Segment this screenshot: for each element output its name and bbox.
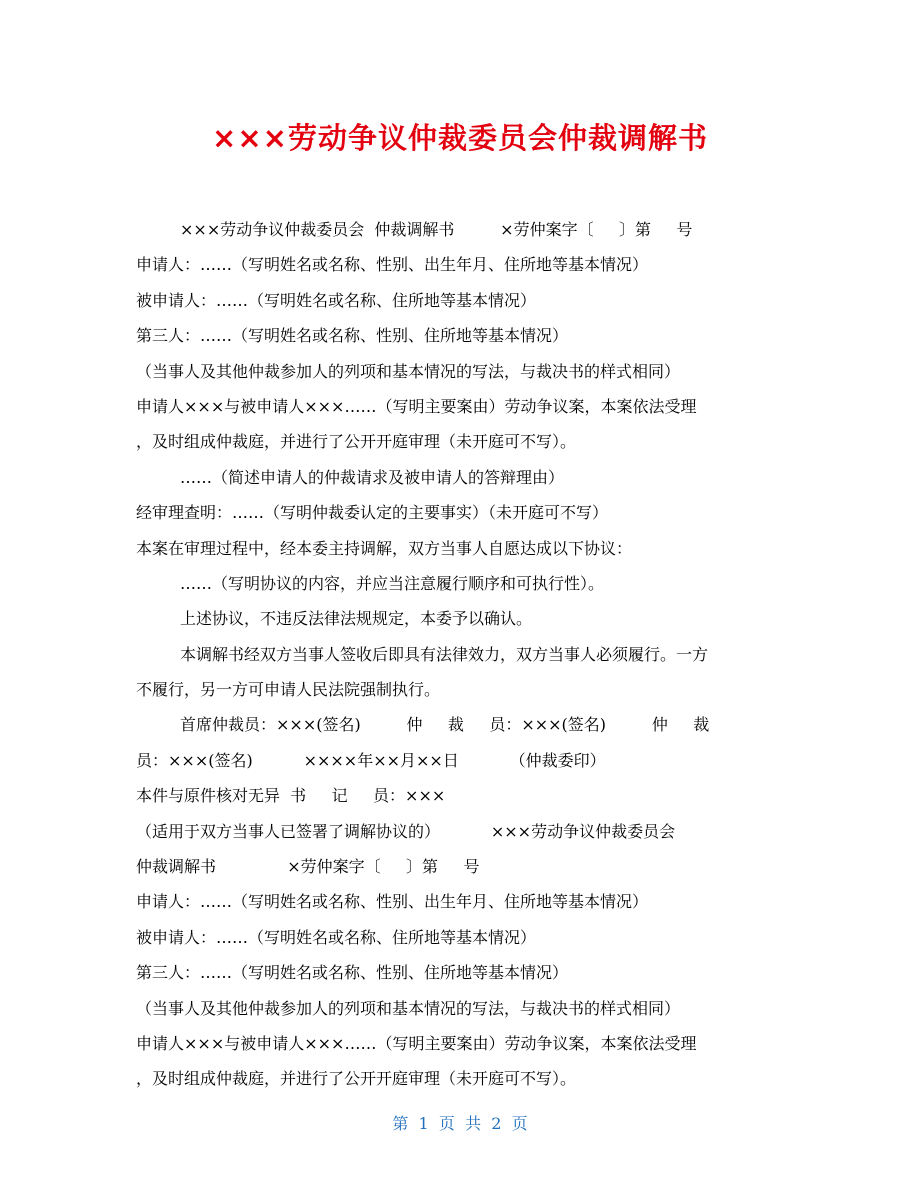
document-title: ×××劳动争议仲裁委员会仲裁调解书 [212,121,708,155]
respondent-line-2: 被申请人：……（写明姓名或名称、住所地等基本情况） [136,927,537,947]
mediation-line: 本案在审理过程中，经本委主持调解，双方当事人自愿达成以下协议： [136,538,633,558]
header-line: ×××劳动争议仲裁委员会 仲裁调解书 ×劳仲案字〔 〕第 号 [180,220,693,239]
applicant-line-2: 申请人：……（写明姓名或名称、性别、出生年月、住所地等基本情况） [136,892,649,912]
applicability-note-line: （适用于双方当事人已签署了调解协议的） ×××劳动争议仲裁委员会 [136,821,676,841]
case-intro-line: 申请人×××与被申请人×××……（写明主要案由）劳动争议案，本案依法受理 [136,396,697,416]
case-intro-continued-line: ，及时组成仲裁庭，并进行了公开开庭审理（未开庭可不写）。 [136,432,577,452]
legal-effect-line: 本调解书经双方当事人签收后即具有法律效力，双方当事人必须履行。一方 [180,644,709,664]
claims-summary-line: ……（简述申请人的仲裁请求及被申请人的答辩理由） [180,467,565,487]
agreement-content-line: ……（写明协议的内容，并应当注意履行顺序和可执行性）。 [180,573,605,593]
arbitrators-signature-continued-line: 员：×××(签名) ××××年××月××日 （仲裁委印） [136,750,606,770]
third-party-line: 第三人：……（写明姓名或名称、性别、住所地等基本情况） [136,326,569,346]
document-body [136,212,796,1097]
participants-note-line: （当事人及其他仲裁参加人的列项和基本情况的写法，与裁决书的样式相同） [136,361,681,381]
findings-line: 经审理查明：……（写明仲裁委认定的主要事实）（未开庭可不写） [136,503,609,523]
second-header-line: 仲裁调解书 ×劳仲案字〔 〕第 号 [136,857,480,877]
third-party-line-2: 第三人：……（写明姓名或名称、性别、住所地等基本情况） [136,963,569,983]
clerk-line: 本件与原件核对无异 书 记 员：××× [136,786,446,806]
case-intro-line-2: 申请人×××与被申请人×××……（写明主要案由）劳动争议案，本案依法受理 [136,1033,697,1053]
respondent-line: 被申请人：……（写明姓名或名称、住所地等基本情况） [136,290,537,310]
page-number: 第 1 页 共 2 页 [392,1114,528,1133]
participants-note-line-2: （当事人及其他仲裁参加人的列项和基本情况的写法，与裁决书的样式相同） [136,998,681,1018]
arbitrators-signature-line: 首席仲裁员：×××(签名) 仲 裁 员：×××(签名) 仲 裁 [180,715,710,735]
legal-effect-continued-line: 不履行，另一方可申请人民法院强制执行。 [136,680,441,700]
confirmation-line: 上述协议，不违反法律法规规定，本委予以确认。 [180,609,533,629]
applicant-line: 申请人：……（写明姓名或名称、性别、出生年月、住所地等基本情况） [136,255,649,275]
case-intro-continued-line-2: ，及时组成仲裁庭，并进行了公开开庭审理（未开庭可不写）。 [136,1069,577,1089]
